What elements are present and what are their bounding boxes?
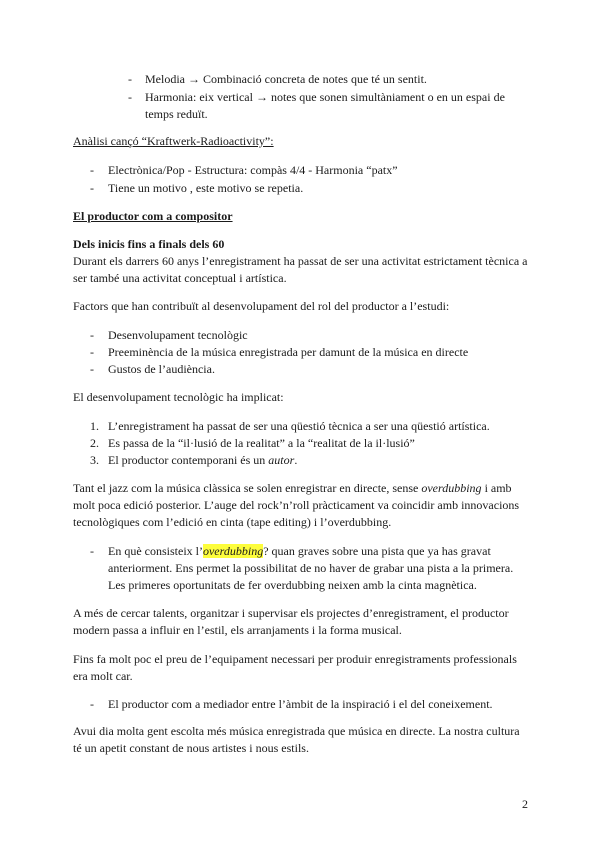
implication-list-item bbox=[90, 418, 526, 435]
emphasis-word: autor bbox=[268, 453, 295, 467]
analysis-heading: Anàlisi cançó “Kraftwerk-Radioactivity”: bbox=[73, 134, 274, 148]
factor-list-text: Gustos de l’audiència. bbox=[108, 362, 215, 376]
section-title: El productor com a compositor bbox=[73, 209, 233, 223]
factor-list-item bbox=[90, 327, 526, 344]
mediator-text: El productor com a mediador entre l’àmbit de la inspiració i el del coneixement. bbox=[108, 697, 493, 711]
implication-text-post: . bbox=[294, 453, 298, 467]
paragraph-post: i amb molt poca edició posterior. L’auge del rock’n’roll pràcticament va coincidir amb innovacions tecnològiques com l’edició en cinta (tape editing) i l’overdubbing. bbox=[73, 481, 520, 529]
analysis-list-text: Tiene un motivo , este motivo se repetia. bbox=[108, 181, 304, 195]
factor-list-item bbox=[90, 344, 526, 361]
paragraph: Fins fa molt poc el preu de l’equipament necessari per produir enregistraments professionals era molt car. bbox=[73, 652, 517, 683]
paragraph: A més de cercar talents, organitzar i supervisar els projectes d’enregistrament, el productor modern passa a influir en l’estil, els arranjaments i la forma musical. bbox=[73, 606, 509, 637]
dash-bullet: - bbox=[90, 345, 94, 359]
dash-bullet: - bbox=[90, 362, 94, 376]
factor-list-text: Desenvolupament tecnològic bbox=[108, 328, 248, 342]
list-number: 2. bbox=[90, 436, 99, 450]
dash-bullet: - bbox=[90, 544, 94, 558]
dash-bullet: - bbox=[90, 181, 94, 195]
analysis-list-item bbox=[90, 180, 526, 197]
sub-list-item bbox=[128, 89, 528, 123]
factor-list-item bbox=[90, 361, 526, 378]
paragraph: El desenvolupament tecnològic ha implicat: bbox=[73, 390, 284, 404]
paragraph: Durant els darrers 60 anys l’enregistrament ha passat de ser una activitat estrictament tècnica a ser també una activitat conceptual i artística. bbox=[73, 254, 528, 285]
sub-list-item bbox=[128, 71, 528, 88]
implication-text: L’enregistrament ha passat de ser una qüestió tècnica a ser una qüestió artística. bbox=[108, 419, 490, 433]
highlighted-term: overdubbing bbox=[202, 544, 264, 558]
subsection-title: Dels inicis fins a finals dels 60 bbox=[73, 237, 225, 251]
implication-text-pre: El productor contemporani és un bbox=[108, 453, 269, 467]
dash-bullet: - bbox=[90, 697, 94, 711]
paragraph bbox=[73, 480, 528, 531]
implication-list-item bbox=[90, 435, 526, 452]
implication-list-item bbox=[90, 452, 526, 469]
overdubbing-list-item bbox=[90, 543, 526, 594]
analysis-list-text: Electrònica/Pop - Estructura: compàs 4/4 - Harmonia “patx” bbox=[108, 163, 398, 177]
dash-bullet: - bbox=[90, 163, 94, 177]
overdubbing-text bbox=[90, 543, 526, 594]
factor-list-text: Preeminència de la música enregistrada per damunt de la música en directe bbox=[108, 345, 469, 359]
paragraph-pre: Tant el jazz com la música clàssica se solen enregistrar en directe, sense bbox=[73, 481, 422, 495]
implication-text bbox=[90, 452, 526, 469]
list-number: 3. bbox=[90, 453, 99, 467]
emphasis-word: overdubbing bbox=[421, 481, 482, 495]
dash-bullet: - bbox=[128, 90, 132, 104]
page-number: 2 bbox=[522, 797, 528, 811]
paragraph: Avui dia molta gent escolta més música enregistrada que música en directe. La nostra cultura té un apetit constant de nous artistes i nous estils. bbox=[73, 724, 520, 755]
dash-bullet: - bbox=[90, 328, 94, 342]
dash-bullet: - bbox=[128, 72, 132, 86]
list-number: 1. bbox=[90, 419, 99, 433]
sub-list-text: Harmonia: eix vertical → notes que sonen simultàniament o en un espai de temps reduït. bbox=[145, 90, 505, 121]
overdubbing-text-pre: En què consisteix l’ bbox=[108, 544, 203, 558]
sub-list-text: Melodia → Combinació concreta de notes que té un sentit. bbox=[145, 72, 427, 86]
mediator-list-item bbox=[90, 696, 526, 713]
paragraph: Factors que han contribuït al desenvolupament del rol del productor a l’estudi: bbox=[73, 299, 450, 313]
overdubbing-text-post: ? quan graves sobre una pista que ya has gravat anteriorment. Ens permet la possibilitat de no haver de grabar una pista a la primera. Les primeres oportunitats de fer overdubbing neixen amb la cinta magnètica. bbox=[108, 544, 514, 592]
analysis-list-item bbox=[90, 162, 526, 179]
implication-text: Es passa de la “il·lusió de la realitat” a la “realitat de la il·lusió” bbox=[108, 436, 415, 450]
